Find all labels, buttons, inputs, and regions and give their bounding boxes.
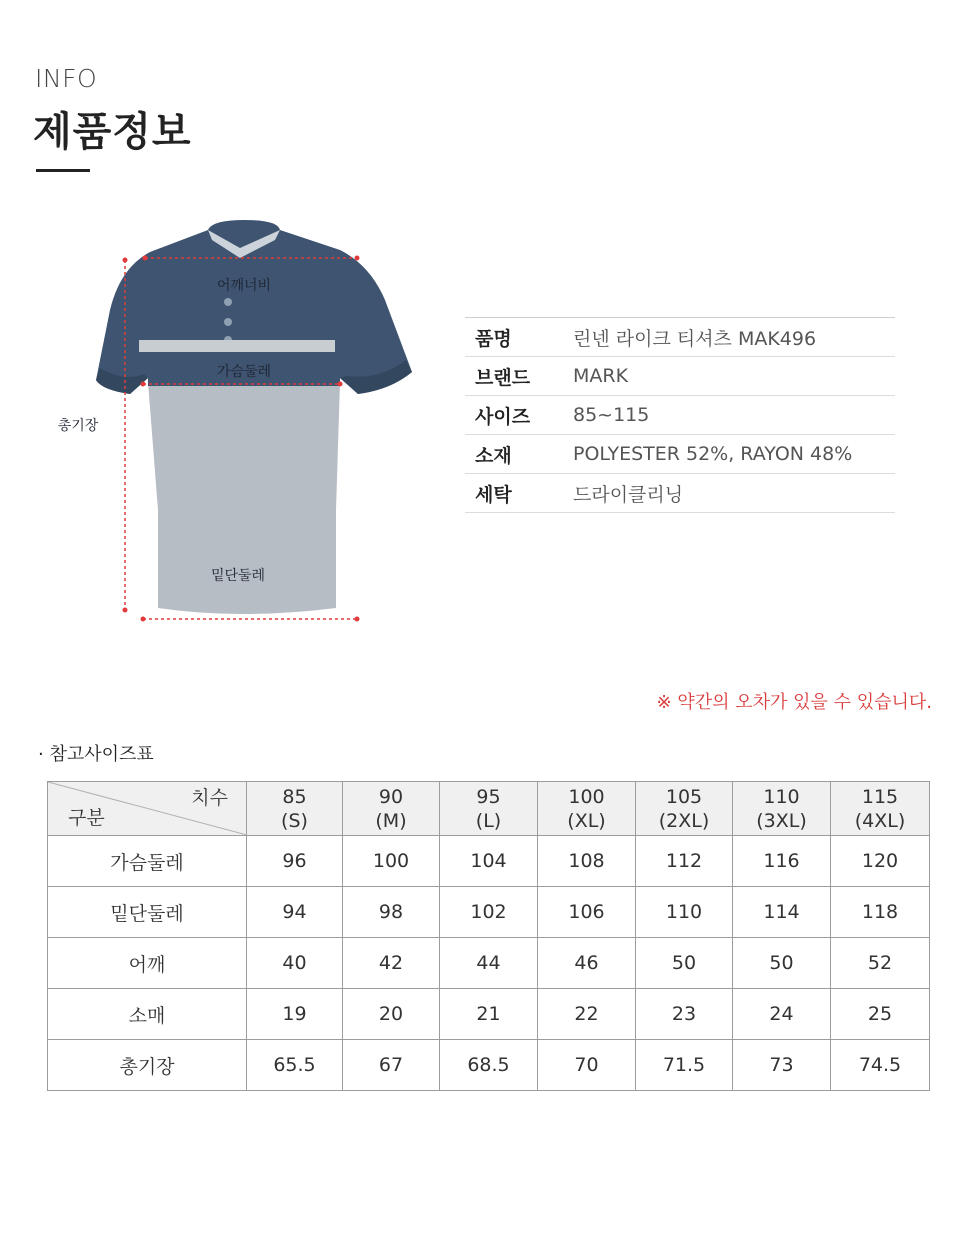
spec-row-size <box>465 396 895 435</box>
table-cell: 110 <box>636 887 733 938</box>
table-row <box>48 1040 930 1091</box>
corner-size-label: 치수 <box>191 787 228 809</box>
table-cell: 106 <box>538 887 636 938</box>
table-row <box>48 887 930 938</box>
size-column-header: 110 (3XL) <box>733 782 831 836</box>
spec-key: 사이즈 <box>475 405 531 428</box>
size-column-header: 105 (2XL) <box>636 782 733 836</box>
shirt-measurement-diagram <box>40 210 440 640</box>
table-cell: 71.5 <box>636 1040 733 1091</box>
spec-row-brand <box>465 357 895 396</box>
spec-row-name <box>465 318 895 357</box>
size-table <box>47 781 930 1091</box>
table-corner-cell <box>48 782 247 836</box>
table-cell: 114 <box>733 887 831 938</box>
table-cell: 118 <box>831 887 930 938</box>
spec-value: MARK <box>573 365 629 387</box>
table-row <box>48 989 930 1040</box>
table-cell: 21 <box>440 989 538 1040</box>
length-label: 총기장 <box>57 418 99 434</box>
table-cell: 74.5 <box>831 1040 930 1091</box>
table-cell: 120 <box>831 836 930 887</box>
spec-key: 세탁 <box>475 483 512 506</box>
table-cell: 52 <box>831 938 930 989</box>
size-column-header: 115 (4XL) <box>831 782 930 836</box>
size-column-header: 95 (L) <box>440 782 538 836</box>
table-cell: 40 <box>247 938 343 989</box>
product-spec-table <box>465 317 895 513</box>
page-title: 제품정보 <box>33 109 192 155</box>
table-cell: 94 <box>247 887 343 938</box>
table-cell: 20 <box>343 989 440 1040</box>
size-column-header: 100 (XL) <box>538 782 636 836</box>
table-cell: 25 <box>831 989 930 1040</box>
hem-label: 밑단둘레 <box>210 568 266 584</box>
table-row <box>48 938 930 989</box>
spec-key: 품명 <box>475 327 512 350</box>
row-header: 총기장 <box>48 1040 247 1091</box>
table-cell: 42 <box>343 938 440 989</box>
spec-row-washing <box>465 474 895 513</box>
row-header: 어깨 <box>48 938 247 989</box>
size-table-title: · 참고사이즈표 <box>38 744 154 765</box>
title-divider <box>36 169 90 172</box>
spec-key: 브랜드 <box>475 366 531 389</box>
table-cell: 116 <box>733 836 831 887</box>
row-header: 가슴둘레 <box>48 836 247 887</box>
table-cell: 65.5 <box>247 1040 343 1091</box>
spec-value: 85~115 <box>573 404 650 426</box>
table-cell: 98 <box>343 887 440 938</box>
table-cell: 100 <box>343 836 440 887</box>
table-cell: 112 <box>636 836 733 887</box>
table-cell: 108 <box>538 836 636 887</box>
row-header: 소매 <box>48 989 247 1040</box>
table-cell: 68.5 <box>440 1040 538 1091</box>
shoulder-label: 어깨너비 <box>216 278 272 294</box>
size-header-row <box>48 782 930 836</box>
table-cell: 23 <box>636 989 733 1040</box>
section-label: INFO <box>35 64 98 93</box>
tolerance-notice: ※ 약간의 오차가 있을 수 있습니다. <box>656 692 932 713</box>
spec-value: 드라이클리닝 <box>573 483 684 506</box>
table-cell: 70 <box>538 1040 636 1091</box>
spec-row-material <box>465 435 895 474</box>
table-cell: 19 <box>247 989 343 1040</box>
table-cell: 24 <box>733 989 831 1040</box>
shirt-chest-stripe <box>139 340 335 352</box>
table-cell: 67 <box>343 1040 440 1091</box>
table-row <box>48 836 930 887</box>
size-column-header: 85 (S) <box>247 782 343 836</box>
row-header: 밑단둘레 <box>48 887 247 938</box>
corner-category-label: 구분 <box>68 807 105 829</box>
table-cell: 50 <box>733 938 831 989</box>
table-cell: 44 <box>440 938 538 989</box>
spec-key: 소재 <box>475 444 512 467</box>
table-cell: 73 <box>733 1040 831 1091</box>
chest-label: 가슴둘레 <box>216 364 272 380</box>
table-cell: 22 <box>538 989 636 1040</box>
table-cell: 102 <box>440 887 538 938</box>
table-cell: 104 <box>440 836 538 887</box>
spec-value: POLYESTER 52%, RAYON 48% <box>573 443 853 465</box>
spec-value: 린넨 라이크 티셔츠 MAK496 <box>573 327 817 350</box>
table-cell: 50 <box>636 938 733 989</box>
table-cell: 46 <box>538 938 636 989</box>
table-cell: 96 <box>247 836 343 887</box>
size-column-header: 90 (M) <box>343 782 440 836</box>
